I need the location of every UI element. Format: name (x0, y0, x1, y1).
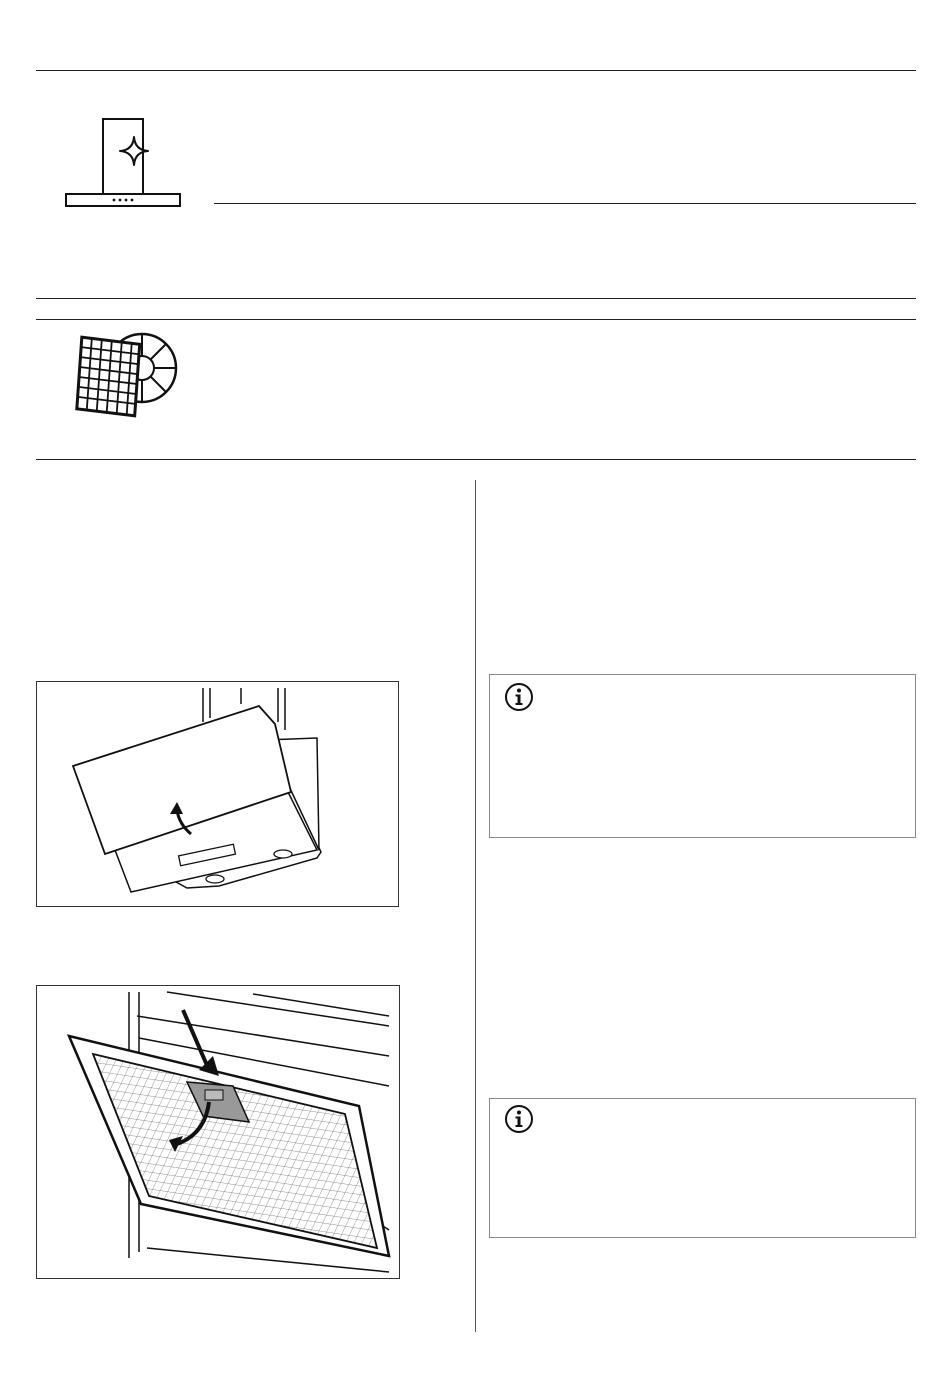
figure-press-catch-release-grease-filter (36, 985, 400, 1279)
info-note-2 (489, 1098, 916, 1238)
figure-lift-front-panel (36, 681, 399, 907)
section-rule-2 (36, 319, 916, 320)
hood-sparkle-icon (60, 112, 186, 212)
info-note-1 (489, 674, 916, 838)
info-icon (503, 1103, 535, 1135)
column-divider (475, 480, 476, 1332)
section-rule-1 (36, 298, 916, 299)
info-icon (503, 681, 535, 713)
section-rule-3 (36, 459, 916, 460)
top-rule (36, 70, 916, 71)
grease-filter-and-charcoal-filter-icon (66, 328, 178, 426)
section-subrule (214, 203, 916, 204)
